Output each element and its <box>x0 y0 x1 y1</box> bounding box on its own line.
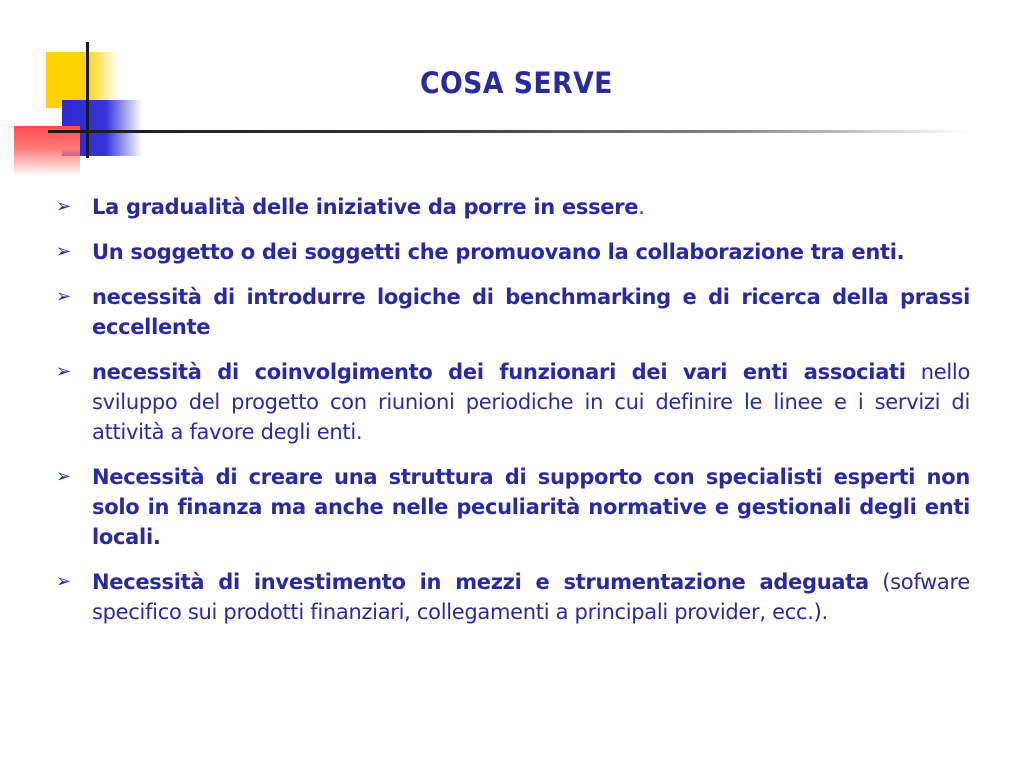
bullet-item <box>56 357 970 447</box>
slide-title: COSA SERVE <box>420 66 613 100</box>
bullet-item <box>56 192 970 222</box>
bullet-item <box>56 237 970 267</box>
arrow-bullet-icon: ➢ <box>56 241 71 262</box>
bullet-bold-text: necessità di coinvolgimento dei funzionari dei vari enti associati <box>92 360 906 384</box>
arrow-bullet-icon: ➢ <box>56 196 71 217</box>
bullet-bold-text: Necessità di investimento in mezzi e strumentazione adeguata <box>92 570 869 594</box>
red-square <box>14 126 80 176</box>
arrow-bullet-icon: ➢ <box>56 466 71 487</box>
bullet-bold-text: necessità di introdurre logiche di benchmarking e di ricerca della prassi eccellente <box>92 285 970 339</box>
bullet-normal-text: (sofware specifico sui prodotti finanziari, collegamenti a principali provider, ecc.). <box>92 570 970 624</box>
arrow-bullet-icon: ➢ <box>56 361 71 382</box>
vertical-rule <box>86 42 89 158</box>
bullet-bold-text: La gradualità delle iniziative da porre in essere <box>92 195 639 219</box>
bullet-bold-text: Un soggetto o dei soggetti che promuovano la collaborazione tra enti. <box>92 240 905 264</box>
bullet-item <box>56 567 970 627</box>
decorative-squares-logo <box>0 0 180 180</box>
bullet-bold-text: Necessità di creare una struttura di supporto con specialisti esperti non solo in finanza ma anche nelle peculiarità normative e gestionali degli enti locali. <box>92 465 970 549</box>
bullet-item <box>56 282 970 342</box>
bullet-list <box>56 192 970 642</box>
arrow-bullet-icon: ➢ <box>56 571 71 592</box>
arrow-bullet-icon: ➢ <box>56 286 71 307</box>
title-underline-rule <box>48 130 968 133</box>
bullet-normal-text: nello sviluppo del progetto con riunioni periodiche in cui definire le linee e i servizi di attività a favore degli enti. <box>92 360 970 444</box>
bullet-item <box>56 462 970 552</box>
bullet-normal-text: . <box>638 195 645 219</box>
